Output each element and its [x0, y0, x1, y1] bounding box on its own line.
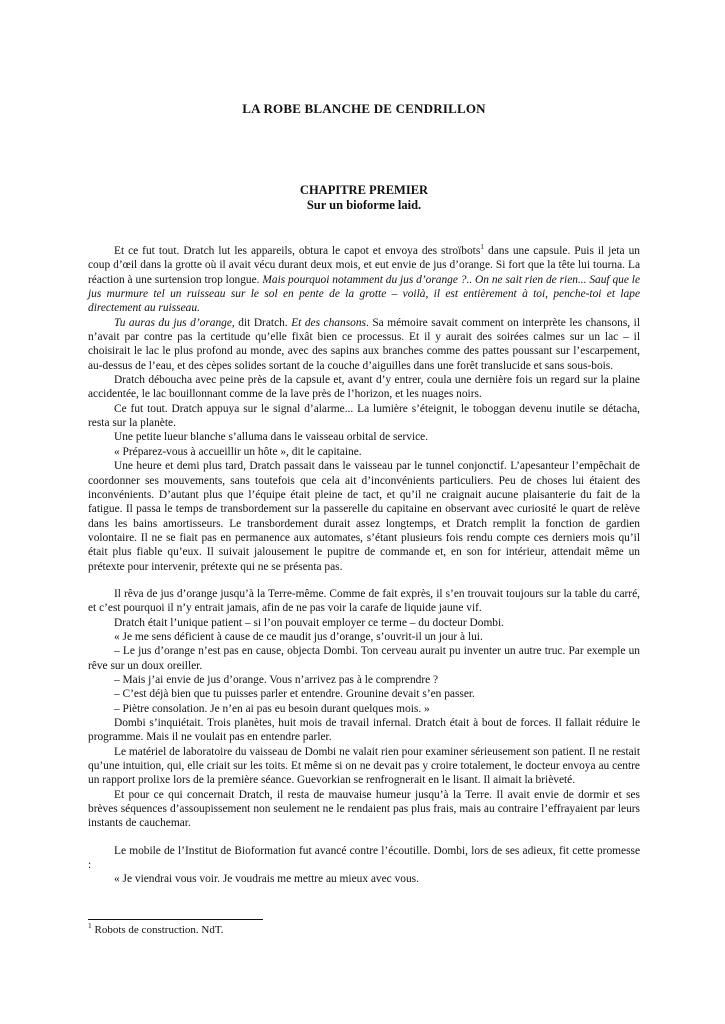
paragraph: Dratch était l’unique patient – si l’on pouvait employer ce terme – du docteur Dombi.: [114, 616, 505, 629]
paragraph: Dratch déboucha avec peine près de la capsule et, avant d’y entrer, coula une dernière fois un regard sur la plaine accidentée, le lac bouillonnant comme de la lave près de l’horizon, et les nuages noirs.: [88, 374, 640, 401]
paragraph: Et pour ce qui concernait Dratch, il resta de mauvaise humeur jusqu’à la Terre. Il avait envie de dormir et ses brèves séquences d’assoupissement non seulement ne le rendaient pas plus frais, mais au contraire l’effrayaient par leurs instants de cauchemar.: [88, 788, 640, 830]
footnote: [88, 921, 224, 937]
footnote-text: Robots de construction. NdT.: [91, 924, 224, 936]
paragraph: – C’est déjà bien que tu puisses parler et entendre. Grounine devait s’en passer.: [114, 688, 475, 701]
paragraph: « Je me sens déficient à cause de ce maudit jus d’orange, s’ouvrit-il un jour à lui.: [114, 630, 483, 643]
paragraph: – Mais j’ai envie de jus d’orange. Vous n’arrivez pas à le comprendre ?: [114, 673, 439, 686]
paragraph: Dombi s’inquiétait. Trois planètes, huit mois de travail infernal. Dratch était à bout de forces. Il fallait réduire le programme. Mais il ne voulait pas en entendre parler.: [88, 717, 640, 744]
italic-speech: Tu auras du jus d’orange: [114, 316, 232, 329]
chapter-body: [88, 244, 640, 887]
paragraph: [88, 244, 640, 316]
paragraph-text: . Sa mémoire savait comment on interprète les chansons, il n’avait par contre pas la certitude qu’elle fixât bien ce processus. Et il y aurait des soirées calmes sur un lac – il choisirait le lac le plus profond au monde, avec des sapins aux branches comme des pattes poussant sur l’escarpement, au-dessus de l’eau, et des cèpes solides sortant de la couche d’aiguilles dans une forêt translucide et sans sous-bois.: [88, 316, 640, 372]
paragraph-text: dans une capsule. Puis il jeta un coup d’œil dans la grotte où il avait vécu durant deux mois, et eut envie de jus d’orange. Si fort que la tête lui tourna. La réaction à une surtension trop longue.: [88, 245, 640, 286]
paragraph: Le matériel de laboratoire du vaisseau de Dombi ne valait rien pour examiner sérieusement son patient. Il ne restait qu’une intuition, qui, elle criait sur les toits. Et même si on ne devait pas y croire totalement, le docteur envoya au centre un rapport prolixe lors de la première séance. Guevorkian se renfrognerait en le lisant. Il aimait la brièveté.: [88, 745, 640, 787]
paragraph: Une heure et demi plus tard, Dratch passait dans le vaisseau par le tunnel conjonctif. L’apesanteur l’empêchait de coordonner ses mouvements, sans toutefois que cela ait d’inconvénients particuliers. Peu de choses lui étaient des inconvénients. D’autant plus que l’équipe était pleine de tact, et qu’il ne craignait aucune plaisanterie du fait de la fatigue. Il passa le temps de transbordement sur la passerelle du capitaine en observant avec curiosité le quart de relève dans les bains amortisseurs. Le transbordement durait assez longtemps, et Dratch remplit la fonction de gardien volontaire. Il ne se fiait pas en permanence aux automates, s’étant plusieurs fois rendu compte ces derniers mois qu’il était plus fiable qu’eux. Il suivait jalousement le pupitre de commande et, en son for intérieur, attendait même un prétexte pour intervenir, prétexte qui ne se présenta pas.: [88, 460, 640, 573]
paragraph: – Le jus d’orange n’est pas en cause, objecta Dombi. Ton cerveau aurait pu inventer un autre truc. Par exemple un rêve sur un doux oreiller.: [88, 645, 640, 672]
paragraph: Une petite lueur blanche s’alluma dans le vaisseau orbital de service.: [114, 431, 429, 444]
paragraph-text: Et ce fut tout. Dratch lut les appareils, obtura le capot et envoya des stroïbots: [114, 245, 481, 257]
paragraph: Il rêva de jus d’orange jusqu’à la Terre-même. Comme de fait exprès, il s’en trouvait toujours sur la table du carré, et c’est pourquoi il n’y entrait jamais, afin de ne pas voir la carafe de liquide jaune vif.: [88, 587, 640, 615]
paragraph-text: , dit Dratch.: [231, 316, 292, 329]
paragraph: Ce fut tout. Dratch appuya sur le signal d’alarme... La lumière s’éteignit, le toboggan devenu inutile se détacha, resta sur la planète.: [88, 402, 640, 430]
footnote-separator: [88, 919, 263, 920]
italic-speech: Et des chansons: [291, 316, 366, 329]
chapter-subheading: Sur un bioforme laid.: [306, 198, 422, 212]
footnote-reference: 1: [480, 242, 485, 251]
footnote-mark: 1: [88, 921, 92, 930]
paragraph: « Préparez-vous à accueillir un hôte », dit le capitaine.: [114, 445, 362, 458]
italic-thought: Mais pourquoi notamment du jus d’orange ?.. On ne sait rien de rien... Sauf que le jus murmure tel un ruisseau sur le sol en pente de la grotte – voilà, il est entièrement à toi, penche-toi et lape directement au ruisseau.: [88, 273, 640, 315]
chapter-header: [88, 183, 640, 213]
chapter-heading: CHAPITRE PREMIER: [299, 183, 429, 197]
paragraph: [88, 316, 640, 373]
paragraph: « Je viendrai vous voir. Je voudrais me mettre au mieux avec vous.: [114, 873, 419, 886]
paragraph: – Piètre consolation. Je n’en ai pas eu besoin durant quelques mois. »: [114, 702, 430, 715]
book-title: LA ROBE BLANCHE DE CENDRILLON: [242, 101, 486, 116]
paragraph: Le mobile de l’Institut de Bioformation fut avancé contre l’écoutille. Dombi, lors de ses adieux, fit cette promesse :: [88, 844, 640, 872]
